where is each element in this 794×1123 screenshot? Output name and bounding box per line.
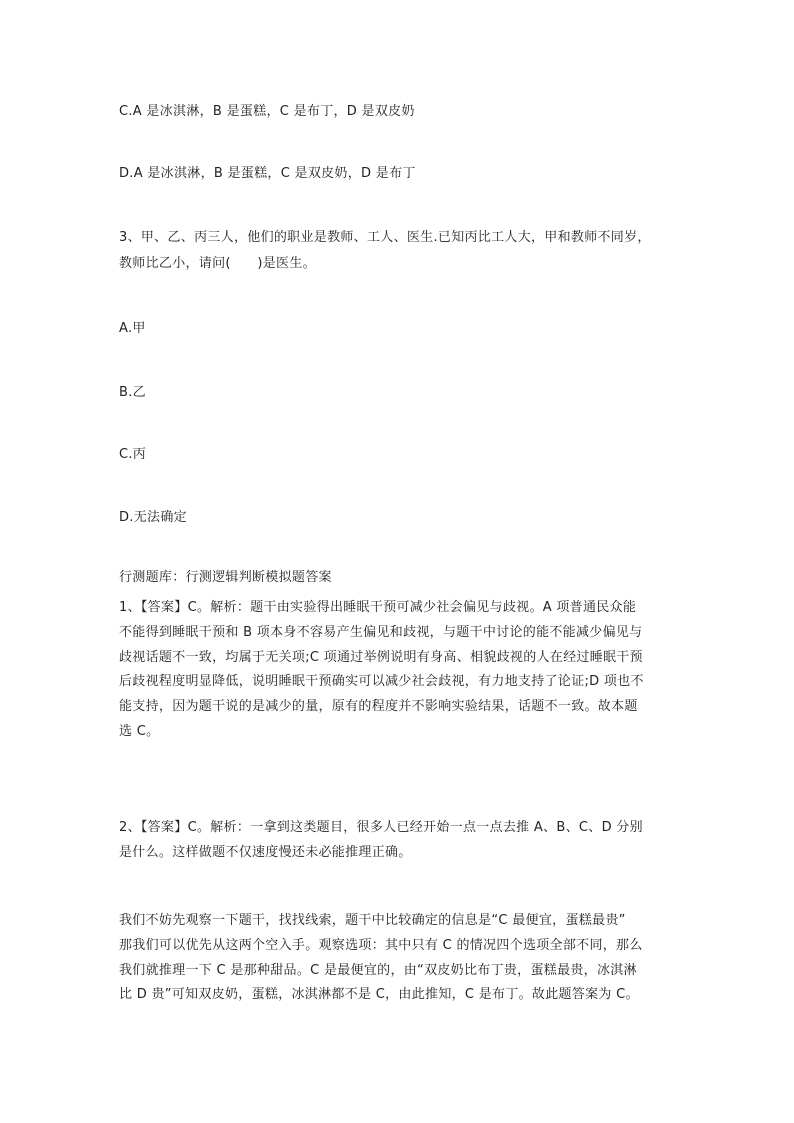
answer-1-line: 选 C。: [119, 723, 160, 739]
question-3-stem-line: 3、甲、乙、丙三人，他们的职业是教师、工人、医生.已知丙比工人大，甲和教师不同岁，: [119, 230, 651, 245]
answer-2-line: 2、【答案】C。解析：一拿到这类题目，很多人已经开始一点一点去推 A、B、C、D 分别: [119, 820, 643, 835]
answer-2: [119, 816, 675, 866]
answer-2-continued-line: 比 D 贵”可知双皮奶，蛋糕，冰淇淋都不是 C，由此推知，C 是布丁。故此题答案为 C。: [119, 987, 639, 1003]
question-3-stem-line: 教师比乙小，请问( )是医生。: [119, 256, 316, 271]
q3-option-a: A.甲: [119, 321, 146, 336]
answer-1-line: 1、【答案】C。解析：题干由实验得出睡眠干预可减少社会偏见与歧视。A 项普通民众能: [119, 600, 637, 615]
question-3-stem: [119, 225, 675, 277]
answer-1-line: 后歧视程度明显降低，说明睡眠干预确实可以减少社会歧视，有力地支持了论证;D 项也不: [119, 674, 644, 690]
answer-1-line: 不能得到睡眠干预和 B 项本身不容易产生偏见和歧视，与题干中讨论的能不能减少偏见与: [119, 624, 643, 640]
answer-2-continued: [119, 909, 675, 1008]
q3-option-c: C.丙: [119, 447, 147, 462]
answer-2-line: 是什么。这样做题不仅速度慢还未必能推理正确。: [119, 844, 412, 860]
answer-2-continued-line: 我们不妨先观察一下题干，找找线索，题干中比较确定的信息是“C 最便宜，蛋糕最贵”: [119, 913, 626, 928]
answer-1-line: 能支持，因为题干说的是减少的量，原有的程度并不影响实验结果，话题不一致。故本题: [119, 699, 638, 715]
answers-heading: 行测题库：行测逻辑判断模拟题答案: [119, 570, 332, 585]
answer-1: [119, 596, 675, 745]
q3-option-b: B.乙: [119, 385, 146, 400]
answer-2-continued-line: 我们就推理一下 C 是那种甜品。C 是最便宜的，由“双皮奶比布丁贵，蛋糕最贵，冰淇淋: [119, 962, 637, 978]
q3-option-d: D.无法确定: [119, 510, 187, 525]
answer-1-line: 歧视话题不一致，均属于无关项;C 项通过举例说明有身高、相貌歧视的人在经过睡眠干预: [119, 649, 643, 665]
option-d: D.A 是冰淇淋，B 是蛋糕，C 是双皮奶，D 是布丁: [119, 166, 416, 181]
option-c: C.A 是冰淇淋，B 是蛋糕，C 是布丁，D 是双皮奶: [119, 104, 415, 119]
answer-2-continued-line: 那我们可以优先从这两个空入手。观察选项：其中只有 C 的情况四个选项全部不同，那么: [119, 937, 643, 953]
